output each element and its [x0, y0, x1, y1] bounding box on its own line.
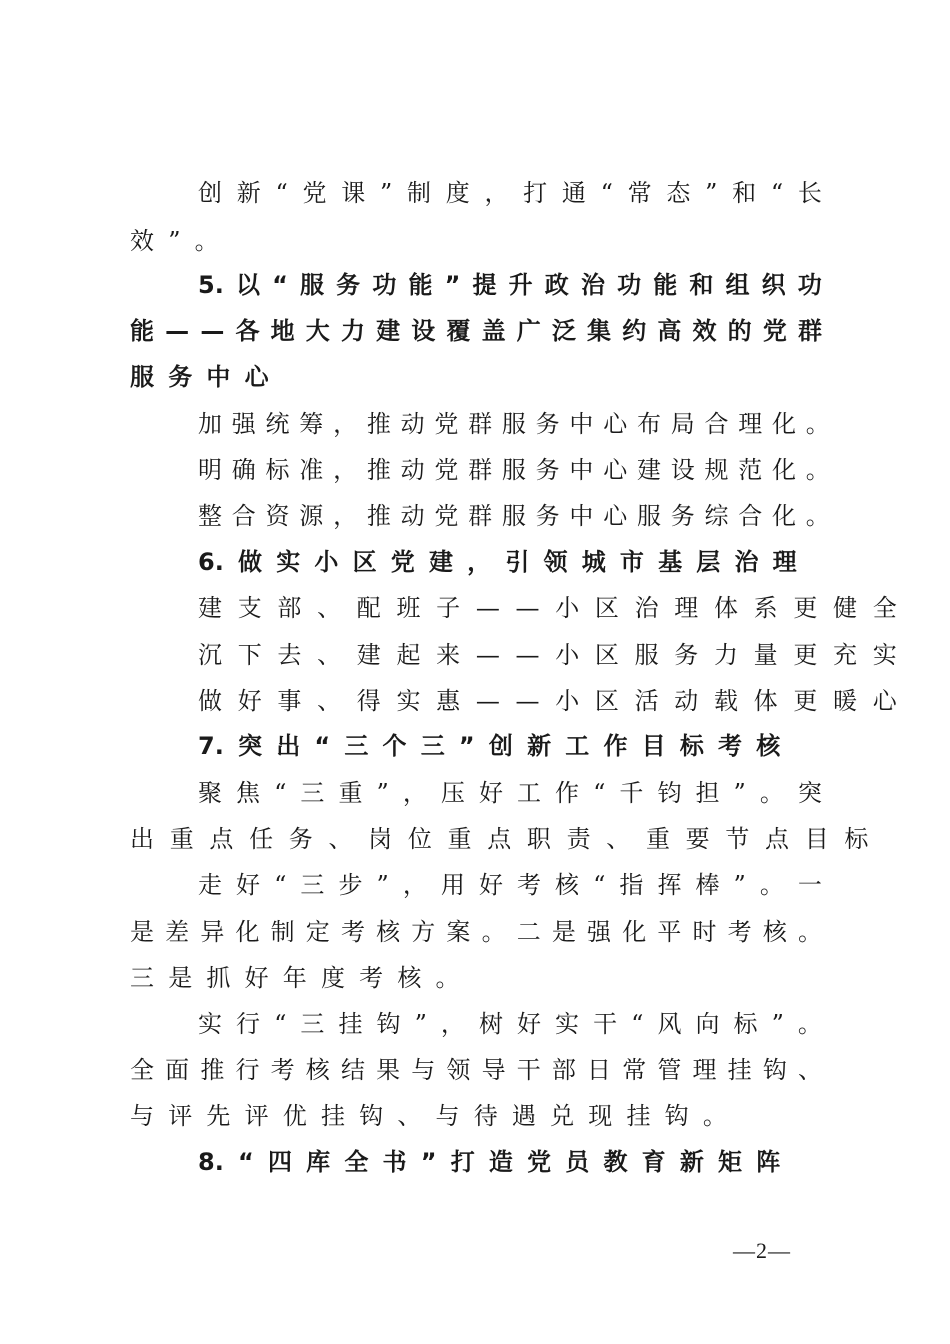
section-heading: 5. 以 “ 服 务 功 能 ” 提 升 政 治 功 能 和 组 织 功	[198, 271, 822, 299]
section-heading: 8. “ 四 库 全 书 ” 打 造 党 员 教 育 新 矩 阵	[198, 1148, 781, 1176]
body-line: 全 面 推 行 考 核 结 果 与 领 导 干 部 日 常 管 理 挂 钩 、	[130, 1056, 822, 1084]
body-line: 沉 下 去 、 建 起 来 — — 小 区 服 务 力 量 更 充 实	[198, 641, 897, 669]
section-heading: 6. 做 实 小 区 党 建 ， 引 领 城 市 基 层 治 理	[198, 548, 797, 576]
body-line: 三 是 抓 好 年 度 考 核 。	[130, 964, 460, 992]
body-line: 是 差 异 化 制 定 考 核 方 案 。 二 是 强 化 平 时 考 核 。	[130, 918, 822, 946]
body-line: 效 ” 。	[130, 227, 219, 255]
section-heading: 能 — — 各 地 大 力 建 设 覆 盖 广 泛 集 约 高 效 的 党 群	[130, 317, 822, 345]
body-line: 聚 焦 “ 三 重 ” ， 压 好 工 作 “ 千 钧 担 ” 。 突	[198, 779, 822, 807]
page-number: —2—	[733, 1238, 791, 1263]
body-line: 实 行 “ 三 挂 钩 ” ， 树 好 实 干 “ 风 向 标 ” 。	[198, 1010, 822, 1038]
body-line: 建 支 部 、 配 班 子 — — 小 区 治 理 体 系 更 健 全	[198, 594, 897, 622]
body-line: 整 合 资 源 ， 推 动 党 群 服 务 中 心 服 务 综 合 化 。	[198, 502, 830, 530]
body-line: 加 强 统 筹 ， 推 动 党 群 服 务 中 心 布 局 合 理 化 。	[198, 410, 830, 438]
section-heading: 7. 突 出 “ 三 个 三 ” 创 新 工 作 目 标 考 核	[198, 732, 781, 760]
section-heading: 服 务 中 心	[130, 363, 269, 391]
body-line: 创 新 “ 党 课 ” 制 度 ， 打 通 “ 常 态 ” 和 “ 长	[198, 179, 822, 207]
body-line: 走 好 “ 三 步 ” ， 用 好 考 核 “ 指 挥 棒 ” 。 一	[198, 871, 822, 899]
body-line: 做 好 事 、 得 实 惠 — — 小 区 活 动 载 体 更 暖 心	[198, 687, 897, 715]
body-line: 出 重 点 任 务 、 岗 位 重 点 职 责 、 重 要 节 点 目 标	[130, 825, 869, 853]
body-line: 与 评 先 评 优 挂 钩 、 与 待 遇 兑 现 挂 钩 。	[130, 1102, 727, 1130]
body-line: 明 确 标 准 ， 推 动 党 群 服 务 中 心 建 设 规 范 化 。	[198, 456, 830, 484]
